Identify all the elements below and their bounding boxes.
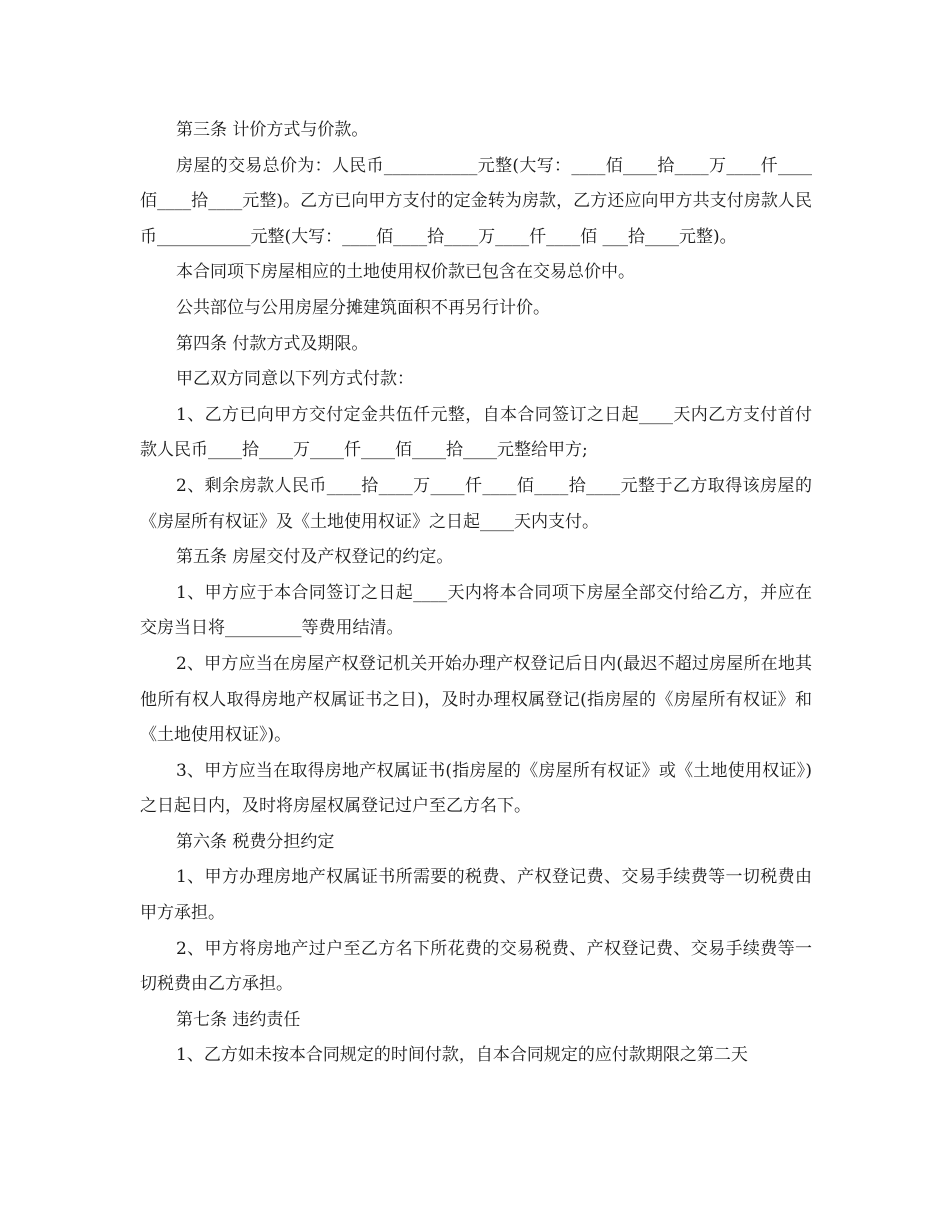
delivery-item-3: 3、甲方应当在取得房地产权属证书(指房屋的《房屋所有权证》或《土地使用权证》)之日起日内，及时将房屋权属登记过户至乙方名下。	[140, 760, 812, 817]
total-price-clause: 房屋的交易总价为：人民币___________元整(大写：____佰____拾____万____仟____佰____拾____元整)。乙方已向甲方支付的定金转为房款，乙方还应向甲方共支付房款人民币___________元整(大写：____佰____拾____万____仟____佰 ___拾____元整)。	[140, 155, 812, 247]
delivery-item-1: 1、甲方应于本合同签订之日起____天内将本合同项下房屋全部交付给乙方，并应在交房当日将_________等费用结清。	[140, 582, 812, 639]
document-body	[140, 113, 812, 1074]
payment-item-2: 2、剩余房款人民币____拾____万____仟____佰____拾____元整于乙方取得该房屋的《房屋所有权证》及《土地使用权证》之日起____天内支付。	[140, 475, 812, 532]
shared-area-clause: 公共部位与公用房屋分摊建筑面积不再另行计价。	[176, 297, 550, 318]
article-5-heading: 第五条 房屋交付及产权登记的约定。	[176, 547, 454, 568]
article-6-heading: 第六条 税费分担约定	[176, 831, 335, 852]
land-use-price-clause: 本合同项下房屋相应的土地使用权价款已包含在交易总价中。	[176, 262, 635, 283]
article-3-heading: 第三条 计价方式与价款。	[176, 120, 369, 140]
article-4-heading: 第四条 付款方式及期限。	[176, 333, 369, 354]
article-7-heading: 第七条 违约责任	[176, 1009, 301, 1030]
tax-item-2: 2、甲方将房地产过户至乙方名下所花费的交易税费、产权登记费、交易手续费等一切税费由乙方承担。	[140, 938, 812, 995]
payment-item-1: 1、乙方已向甲方交付定金共伍仟元整，自本合同签订之日起____天内乙方支付首付款人民币____拾____万____仟____佰____拾____元整给甲方;	[140, 404, 812, 461]
tax-item-1: 1、甲方办理房地产权属证书所需要的税费、产权登记费、交易手续费等一切税费由甲方承担。	[140, 867, 812, 924]
delivery-item-2: 2、甲方应当在房屋产权登记机关开始办理产权登记后日内(最迟不超过房屋所在地其他所有权人取得房地产权属证书之日)，及时办理权属登记(指房屋的《房屋所有权证》和《土地使用权证》)。	[140, 653, 812, 746]
breach-item-1: 1、乙方如未按本合同规定的时间付款，自本合同规定的应付款期限之第二天	[176, 1045, 748, 1066]
payment-intro: 甲乙双方同意以下列方式付款：	[176, 369, 414, 390]
